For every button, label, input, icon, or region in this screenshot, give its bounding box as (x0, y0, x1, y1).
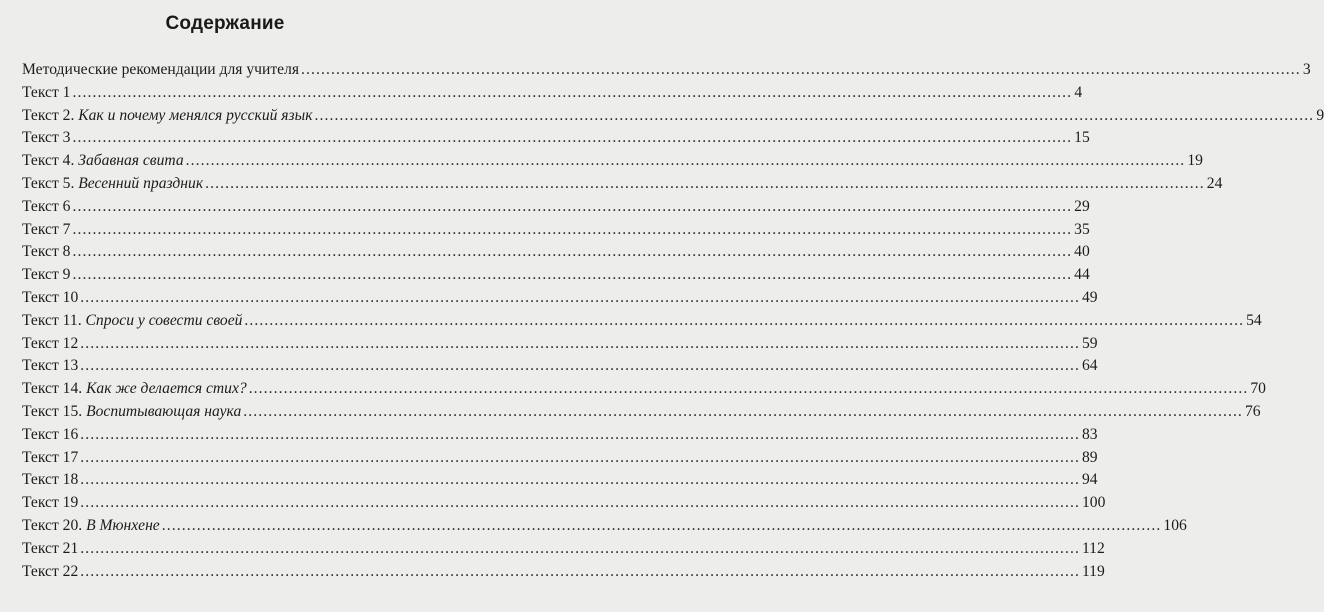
toc-entry-label (22, 494, 78, 512)
dot-leader: ........................................................................................................................................................................................................ (80, 357, 1080, 375)
toc-entry-number: Текст 21 (22, 539, 79, 557)
dot-leader: ........................................................................................................................................................................................................ (244, 311, 1245, 329)
toc-entry-number: Текст 15. (22, 402, 83, 420)
toc-entry-number: Текст 22 (22, 562, 79, 580)
toc-entry-subtitle: Как и почему менялся русский язык (78, 106, 313, 124)
toc-entry (22, 311, 1262, 335)
toc-entry-page: 24 (1206, 174, 1223, 192)
toc-entry-number: Текст 19 (22, 494, 79, 512)
dot-leader: ........................................................................................................................................................................................................ (243, 402, 1243, 420)
toc-entry (22, 61, 1311, 84)
toc-entry-page: 19 (1187, 152, 1203, 170)
dot-leader: ........................................................................................................................................................................................................ (80, 539, 1080, 557)
toc-entry-label (22, 107, 313, 125)
dot-leader: ........................................................................................................................................................................................................ (80, 334, 1080, 352)
toc-entry (22, 539, 1105, 563)
toc-entry (22, 357, 1098, 380)
toc-entry-label (22, 243, 70, 261)
toc-entry (22, 220, 1090, 244)
toc-entry-label (22, 61, 299, 79)
toc-entry-number: Текст 3 (22, 129, 71, 147)
toc-entry-label (22, 380, 247, 398)
toc-entry-page: 49 (1081, 288, 1098, 306)
toc-entry-page: 119 (1081, 562, 1105, 580)
toc-entry-number: Текст 18 (22, 471, 79, 489)
toc-entry-page: 59 (1081, 334, 1098, 352)
toc-entry-page: 112 (1081, 539, 1105, 557)
toc-entry-label (22, 84, 70, 102)
dot-leader: ........................................................................................................................................................................................................ (80, 562, 1080, 580)
dot-leader: ........................................................................................................................................................................................................ (72, 220, 1073, 238)
toc-entry (22, 152, 1203, 175)
toc-entry-page: 35 (1074, 220, 1090, 238)
toc-entry (22, 448, 1098, 472)
toc-entry-label (22, 335, 78, 353)
toc-entry (22, 197, 1090, 221)
toc-entry-label (22, 129, 70, 147)
toc-entry-page: 54 (1246, 311, 1262, 329)
toc-entry (22, 562, 1105, 586)
toc-entry-label (22, 540, 78, 558)
dot-leader: ........................................................................................................................................................................................................ (72, 197, 1073, 215)
toc-entry-number: Текст 17 (22, 448, 79, 466)
toc-entry-page: 4 (1074, 83, 1083, 101)
dot-leader: ........................................................................................................................................................................................................ (80, 425, 1080, 443)
toc-entry (22, 425, 1098, 449)
toc-entry-number: Текст 2. (22, 106, 75, 124)
toc-entry-subtitle: Как же делается стих? (86, 380, 247, 398)
toc-entry-subtitle: В Мюнхене (86, 516, 160, 534)
toc-entry-page: 106 (1163, 516, 1187, 534)
toc-entry (22, 471, 1098, 494)
toc-entry (22, 334, 1098, 358)
toc-entry-page: 15 (1074, 129, 1090, 147)
toc-entry-number: Текст 5. (22, 174, 75, 192)
toc-entry (22, 174, 1223, 198)
toc-entry-page: 64 (1081, 357, 1098, 375)
toc-entry-number: Текст 4. (22, 152, 75, 170)
toc-entry-label (22, 152, 184, 170)
dot-leader: ........................................................................................................................................................................................................ (301, 61, 1301, 78)
toc-entry (22, 266, 1090, 289)
dot-leader: ........................................................................................................................................................................................................ (161, 516, 1162, 534)
toc-entry-number: Текст 16 (22, 425, 79, 443)
toc-entry-label (22, 266, 70, 284)
dot-leader: ........................................................................................................................................................................................................ (80, 288, 1080, 306)
toc-entry (22, 83, 1083, 107)
toc-entry-number: Текст 9 (22, 266, 71, 284)
toc-entry-page: 3 (1302, 61, 1311, 78)
toc-entry (22, 494, 1106, 517)
toc-entry-number: Текст 1 (22, 83, 71, 101)
toc-entry-page: 40 (1074, 243, 1090, 261)
toc-entry (22, 380, 1266, 403)
dot-leader: ........................................................................................................................................................................................................ (248, 380, 1249, 398)
toc-entry-number: Текст 8 (22, 243, 71, 261)
toc-entry-subtitle: Весенний праздник (78, 174, 204, 192)
dot-leader: ........................................................................................................................................................................................................ (185, 152, 1186, 170)
toc-entry-label (22, 221, 70, 239)
dot-leader: ........................................................................................................................................................................................................ (72, 129, 1073, 147)
toc-entry (22, 129, 1090, 152)
toc-entry (22, 106, 1324, 130)
toc-entry-number: Текст 11. (22, 311, 82, 329)
toc-entry-label (22, 357, 78, 375)
toc-entry-page: 76 (1244, 402, 1261, 420)
dot-leader: ........................................................................................................................................................................................................ (72, 83, 1073, 101)
toc-entry-page: 83 (1081, 425, 1098, 443)
toc-entry-page: 44 (1074, 266, 1090, 284)
dot-leader: ........................................................................................................................................................................................................ (80, 448, 1080, 466)
toc-entry-number: Текст 14. (22, 380, 83, 398)
toc-entry-page: 29 (1074, 197, 1090, 215)
toc-entry-label (22, 471, 78, 489)
toc-entry-number: Методические рекомендации для учителя (22, 61, 300, 78)
dot-leader: ........................................................................................................................................................................................................ (72, 243, 1073, 261)
toc-entry-label (22, 426, 78, 444)
toc-entry-label (22, 198, 70, 216)
dot-leader: ........................................................................................................................................................................................................ (80, 471, 1080, 489)
toc-entry-subtitle: Воспитывающая наука (86, 402, 242, 420)
toc-entry-number: Текст 13 (22, 357, 79, 375)
toc-entry-label (22, 289, 78, 307)
toc-entry-label (22, 403, 241, 421)
dot-leader: ........................................................................................................................................................................................................ (205, 174, 1205, 192)
toc-entry-page: 89 (1081, 448, 1098, 466)
dot-leader: ........................................................................................................................................................................................................ (314, 106, 1315, 124)
toc-entry-label (22, 449, 78, 467)
toc-entry (22, 516, 1187, 540)
toc-entry-page: 9 (1316, 106, 1324, 124)
toc-entry-subtitle: Забавная свита (78, 152, 184, 170)
toc-entry-page: 94 (1081, 471, 1098, 489)
toc-entry-label (22, 517, 160, 535)
toc-entry-label (22, 563, 78, 581)
table-of-contents (22, 61, 1324, 585)
toc-entry-number: Текст 7 (22, 220, 71, 238)
toc-entry (22, 243, 1090, 266)
toc-entry-page: 100 (1081, 494, 1106, 512)
toc-entry-number: Текст 20. (22, 516, 83, 534)
toc-entry-label (22, 175, 203, 193)
toc-entry-subtitle: Спроси у совести своей (85, 311, 243, 329)
toc-entry-number: Текст 10 (22, 288, 79, 306)
toc-entry-number: Текст 6 (22, 197, 71, 215)
toc-entry-page: 70 (1250, 380, 1266, 398)
toc-entry (22, 402, 1261, 426)
dot-leader: ........................................................................................................................................................................................................ (72, 266, 1073, 284)
dot-leader: ........................................................................................................................................................................................................ (80, 494, 1080, 512)
toc-entry (22, 288, 1098, 312)
toc-entry-label (22, 312, 242, 330)
toc-entry-number: Текст 12 (22, 334, 79, 352)
page-title: Содержание (165, 13, 285, 34)
